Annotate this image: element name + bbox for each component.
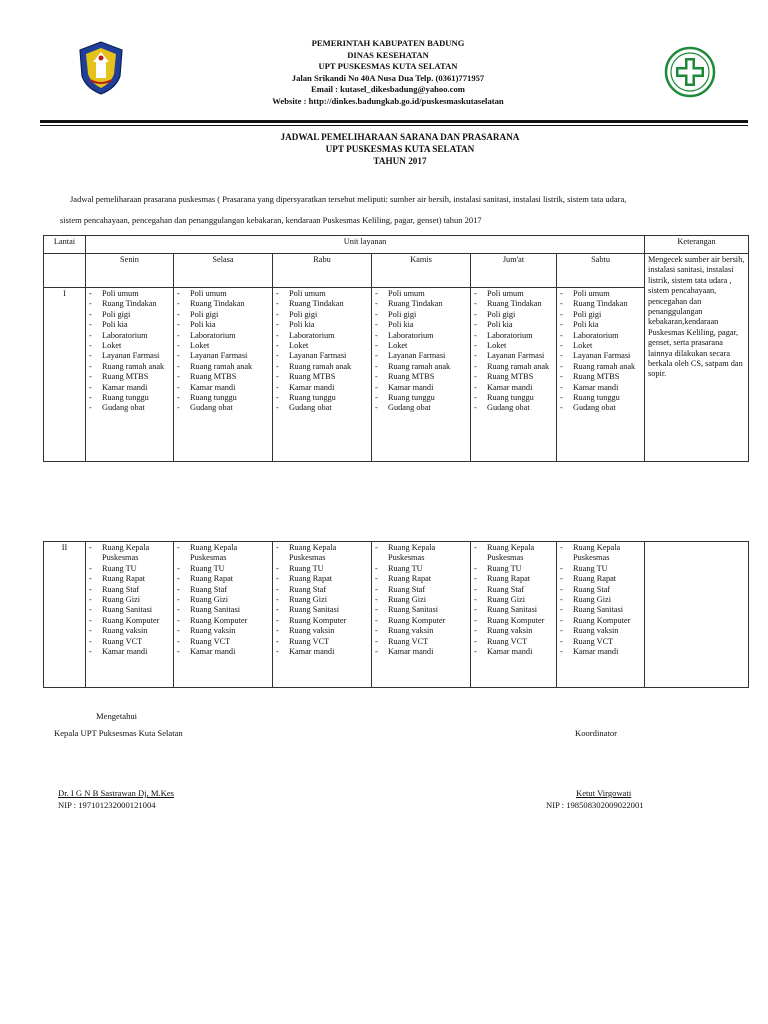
room-item: - Loket — [177, 341, 269, 351]
room-item: - Laboratorium — [276, 331, 368, 341]
room-item: - Ruang ramah anak — [89, 362, 170, 372]
room-item: - Kamar mandi — [375, 647, 467, 657]
room-item: - Ruang TU — [560, 564, 641, 574]
room-item: - Ruang Komputer — [560, 616, 641, 626]
room-item: - Ruang Kepala Puskesmas — [375, 543, 467, 564]
room-item: - Ruang Tindakan — [177, 299, 269, 309]
room-item: - Poli umum — [375, 289, 467, 299]
room-item: - Layanan Farmasi — [375, 351, 467, 361]
room-item: - Poli gigi — [375, 310, 467, 320]
room-item: - Ruang vaksin — [560, 626, 641, 636]
room-item: - Kamar mandi — [177, 383, 269, 393]
room-list — [276, 543, 368, 657]
day-cell — [372, 288, 471, 462]
room-item: - Ruang VCT — [375, 637, 467, 647]
room-item: - Ruang Tindakan — [560, 299, 641, 309]
room-item: - Poli umum — [560, 289, 641, 299]
room-item: - Kamar mandi — [89, 383, 170, 393]
room-item: - Ruang TU — [177, 564, 269, 574]
room-item: - Gudang obat — [560, 403, 641, 413]
room-list — [177, 289, 269, 414]
room-list — [560, 543, 641, 657]
room-item: - Laboratorium — [474, 331, 553, 341]
intro-line-2: sistem pencahayaan, pencegahan dan penanggulangan kebakaran, kendaraan Puskesmas Keliling, pagar, genset) tahun 2017 — [60, 215, 482, 225]
room-list — [89, 543, 170, 657]
schedule-table-floor-1 — [43, 235, 749, 462]
room-item: - Poli gigi — [276, 310, 368, 320]
room-item: - Ruang Sanitasi — [89, 605, 170, 615]
room-item: - Poli kia — [474, 320, 553, 330]
room-item: - Ruang Kepala Puskesmas — [89, 543, 170, 564]
room-item: - Ruang Komputer — [474, 616, 553, 626]
day-cell — [174, 288, 273, 462]
room-item: - Ruang MTBS — [89, 372, 170, 382]
room-item: - Ruang Staf — [474, 585, 553, 595]
room-item: - Ruang Staf — [375, 585, 467, 595]
room-item: - Kamar mandi — [177, 647, 269, 657]
schedule-table-floor-2 — [43, 541, 749, 688]
header-unit-layanan: Unit layanan — [86, 236, 645, 254]
day-kamis: Kamis — [372, 254, 471, 288]
room-item: - Loket — [276, 341, 368, 351]
room-item: - Ruang tunggu — [89, 393, 170, 403]
room-item: - Ruang ramah anak — [375, 362, 467, 372]
room-list — [474, 543, 553, 657]
room-item: - Ruang TU — [474, 564, 553, 574]
room-item: - Ruang Gizi — [474, 595, 553, 605]
room-item: - Gudang obat — [276, 403, 368, 413]
room-item: - Ruang Sanitasi — [276, 605, 368, 615]
room-item: - Ruang TU — [89, 564, 170, 574]
room-item: - Ruang Staf — [560, 585, 641, 595]
room-item: - Poli umum — [89, 289, 170, 299]
room-item: - Ruang tunggu — [560, 393, 641, 403]
room-item: - Ruang Gizi — [177, 595, 269, 605]
room-list — [375, 543, 467, 657]
room-item: - Loket — [474, 341, 553, 351]
letterhead-email: Email : kutasel_dikesbadung@yahoo.com — [311, 84, 465, 95]
room-item: - Poli kia — [375, 320, 467, 330]
room-item: - Poli gigi — [560, 310, 641, 320]
room-item: - Ruang Rapat — [276, 574, 368, 584]
day-sabtu: Sabtu — [557, 254, 645, 288]
room-item: - Ruang tunggu — [276, 393, 368, 403]
room-item: - Ruang Sanitasi — [560, 605, 641, 615]
room-item: - Poli kia — [177, 320, 269, 330]
room-item: - Ruang Kepala Puskesmas — [560, 543, 641, 564]
room-item: - Ruang Tindakan — [276, 299, 368, 309]
room-list — [375, 289, 467, 414]
room-item: - Ruang Rapat — [474, 574, 553, 584]
room-item: - Ruang Kepala Puskesmas — [177, 543, 269, 564]
room-item: - Ruang Rapat — [177, 574, 269, 584]
room-item: - Ruang ramah anak — [177, 362, 269, 372]
room-item: - Layanan Farmasi — [89, 351, 170, 361]
letterhead-address: Jalan Srikandi No 40A Nusa Dua Telp. (0361)771957 — [291, 72, 485, 83]
room-item: - Ruang Staf — [177, 585, 269, 595]
room-item: - Ruang Rapat — [560, 574, 641, 584]
room-item: - Ruang Komputer — [276, 616, 368, 626]
room-item: - Laboratorium — [560, 331, 641, 341]
room-item: - Ruang TU — [375, 564, 467, 574]
title-line-2: UPT PUSKESMAS KUTA SELATAN — [325, 144, 475, 154]
room-item: - Kamar mandi — [276, 647, 368, 657]
day-cell — [273, 542, 372, 688]
room-item: - Ruang Gizi — [375, 595, 467, 605]
room-item: - Layanan Farmasi — [276, 351, 368, 361]
day-cell — [557, 288, 645, 462]
intro-line-1: Jadwal pemeliharaan prasarana puskesmas ( Prasarana yang dipersyaratkan tersebut meliputi: sumber air bersih, instalasi sanitasi, instalasi listrik, sistem tata udara, — [70, 194, 627, 204]
room-item: - Kamar mandi — [276, 383, 368, 393]
badung-regency-emblem — [76, 40, 126, 96]
room-item: - Ruang MTBS — [276, 372, 368, 382]
room-item: - Ruang Tindakan — [474, 299, 553, 309]
room-item: - Poli kia — [89, 320, 170, 330]
room-item: - Ruang Komputer — [89, 616, 170, 626]
room-item: - Ruang TU — [276, 564, 368, 574]
room-item: - Layanan Farmasi — [177, 351, 269, 361]
day-cell — [372, 542, 471, 688]
room-item: - Kamar mandi — [474, 383, 553, 393]
room-item: - Poli gigi — [89, 310, 170, 320]
floor-label: I — [44, 288, 86, 462]
room-item: - Ruang Kepala Puskesmas — [276, 543, 368, 564]
header-keterangan: Keterangan — [645, 236, 749, 254]
room-item: - Poli umum — [474, 289, 553, 299]
room-item: - Ruang Gizi — [276, 595, 368, 605]
room-list — [177, 543, 269, 657]
room-item: - Ruang VCT — [276, 637, 368, 647]
room-list — [474, 289, 553, 414]
room-item: - Ruang tunggu — [474, 393, 553, 403]
room-item: - Ruang vaksin — [89, 626, 170, 636]
day-selasa: Selasa — [174, 254, 273, 288]
room-item: - Ruang Staf — [276, 585, 368, 595]
room-item: - Ruang MTBS — [177, 372, 269, 382]
letterhead-department: DINAS KESEHATAN — [347, 49, 429, 60]
header-divider-thick — [40, 120, 748, 123]
day-cell — [471, 288, 557, 462]
room-item: - Ruang Sanitasi — [177, 605, 269, 615]
room-item: - Ruang Gizi — [560, 595, 641, 605]
room-item: - Ruang Staf — [89, 585, 170, 595]
room-item: - Ruang Sanitasi — [375, 605, 467, 615]
room-item: - Layanan Farmasi — [560, 351, 641, 361]
room-item: - Ruang vaksin — [276, 626, 368, 636]
room-item: - Ruang tunggu — [375, 393, 467, 403]
room-item: - Loket — [89, 341, 170, 351]
room-item: - Ruang vaksin — [375, 626, 467, 636]
day-rabu: Rabu — [273, 254, 372, 288]
room-item: - Ruang VCT — [560, 637, 641, 647]
day-senin: Senin — [86, 254, 174, 288]
room-list — [276, 289, 368, 414]
room-item: - Layanan Farmasi — [474, 351, 553, 361]
room-item: - Ruang Tindakan — [375, 299, 467, 309]
room-item: - Ruang Komputer — [375, 616, 467, 626]
room-item: - Ruang MTBS — [375, 372, 467, 382]
day-cell — [557, 542, 645, 688]
header-divider-thin — [40, 125, 748, 126]
left-signer-nip: NIP : 197101232000121004 — [58, 800, 156, 810]
day-cell — [86, 288, 174, 462]
mengetahui-label: Mengetahui — [96, 711, 138, 721]
left-signer-name: Dr. I G N B Sastrawan Dj, M.Kes — [58, 788, 175, 798]
letterhead-unit: UPT PUSKESMAS KUTA SELATAN — [318, 61, 458, 72]
room-item: - Kamar mandi — [560, 383, 641, 393]
header-empty — [44, 254, 86, 288]
keterangan-cell: Mengecek sumber air bersih, instalasi sanitasi, instalasi listrik, sistem tata udara , sistem pencahayaan, pencegahan dan penanggulangan kebakaran,kendaraan Puskesmas Keliling, pagar, genset, serta prasarana lainnya dilakukan secara berkala oleh CS, satpam dan sopir. — [645, 254, 749, 462]
room-item: - Ruang VCT — [474, 637, 553, 647]
letterhead-government: PEMERINTAH KABUPATEN BADUNG — [311, 38, 465, 48]
header-lantai: Lantai — [44, 236, 86, 254]
room-item: - Ruang VCT — [89, 637, 170, 647]
title-line-3: TAHUN 2017 — [373, 156, 427, 166]
room-item: - Ruang ramah anak — [560, 362, 641, 372]
room-item: - Ruang Sanitasi — [474, 605, 553, 615]
day-cell — [174, 542, 273, 688]
letterhead — [200, 38, 576, 108]
right-signer-name: Ketut Virgowati — [576, 788, 632, 798]
puskesmas-logo — [664, 46, 716, 98]
right-signer-role: Koordinator — [575, 728, 618, 738]
room-item: - Poli gigi — [474, 310, 553, 320]
room-item: - Gudang obat — [375, 403, 467, 413]
room-item: - Kamar mandi — [375, 383, 467, 393]
room-item: - Ruang MTBS — [474, 372, 553, 382]
room-list — [89, 289, 170, 414]
room-item: - Laboratorium — [177, 331, 269, 341]
room-item: - Loket — [560, 341, 641, 351]
room-item: - Kamar mandi — [474, 647, 553, 657]
room-item: - Kamar mandi — [560, 647, 641, 657]
room-item: - Ruang vaksin — [177, 626, 269, 636]
floor-label: II — [44, 542, 86, 688]
room-item: - Poli umum — [177, 289, 269, 299]
room-item: - Gudang obat — [474, 403, 553, 413]
room-item: - Ruang MTBS — [560, 372, 641, 382]
title-line-1: JADWAL PEMELIHARAAN SARANA DAN PRASARANA — [280, 132, 520, 142]
room-item: - Gudang obat — [177, 403, 269, 413]
room-list — [560, 289, 641, 414]
room-item: - Ruang Komputer — [177, 616, 269, 626]
day-cell — [86, 542, 174, 688]
left-signer-role: Kepala UPT Puksesmas Kuta Selatan — [54, 728, 183, 738]
room-item: - Gudang obat — [89, 403, 170, 413]
room-item: - Poli gigi — [177, 310, 269, 320]
day-cell — [273, 288, 372, 462]
room-item: - Poli umum — [276, 289, 368, 299]
room-item: - Ruang VCT — [177, 637, 269, 647]
room-item: - Laboratorium — [375, 331, 467, 341]
room-item: - Kamar mandi — [89, 647, 170, 657]
room-item: - Poli kia — [276, 320, 368, 330]
day-jumat: Jum'at — [471, 254, 557, 288]
room-item: - Loket — [375, 341, 467, 351]
letterhead-website: Website : http://dinkes.badungkab.go.id/puskesmaskutaselatan — [272, 95, 504, 106]
keterangan-cell — [645, 542, 749, 688]
room-item: - Ruang Kepala Puskesmas — [474, 543, 553, 564]
room-item: - Ruang Rapat — [375, 574, 467, 584]
room-item: - Ruang vaksin — [474, 626, 553, 636]
document-title — [200, 131, 600, 167]
room-item: - Ruang Gizi — [89, 595, 170, 605]
room-item: - Laboratorium — [89, 331, 170, 341]
room-item: - Ruang ramah anak — [474, 362, 553, 372]
room-item: - Ruang Tindakan — [89, 299, 170, 309]
room-item: - Ruang tunggu — [177, 393, 269, 403]
room-item: - Poli kia — [560, 320, 641, 330]
day-cell — [471, 542, 557, 688]
right-signer-nip: NIP : 198508302009022001 — [546, 800, 644, 810]
room-item: - Ruang ramah anak — [276, 362, 368, 372]
room-item: - Ruang Rapat — [89, 574, 170, 584]
